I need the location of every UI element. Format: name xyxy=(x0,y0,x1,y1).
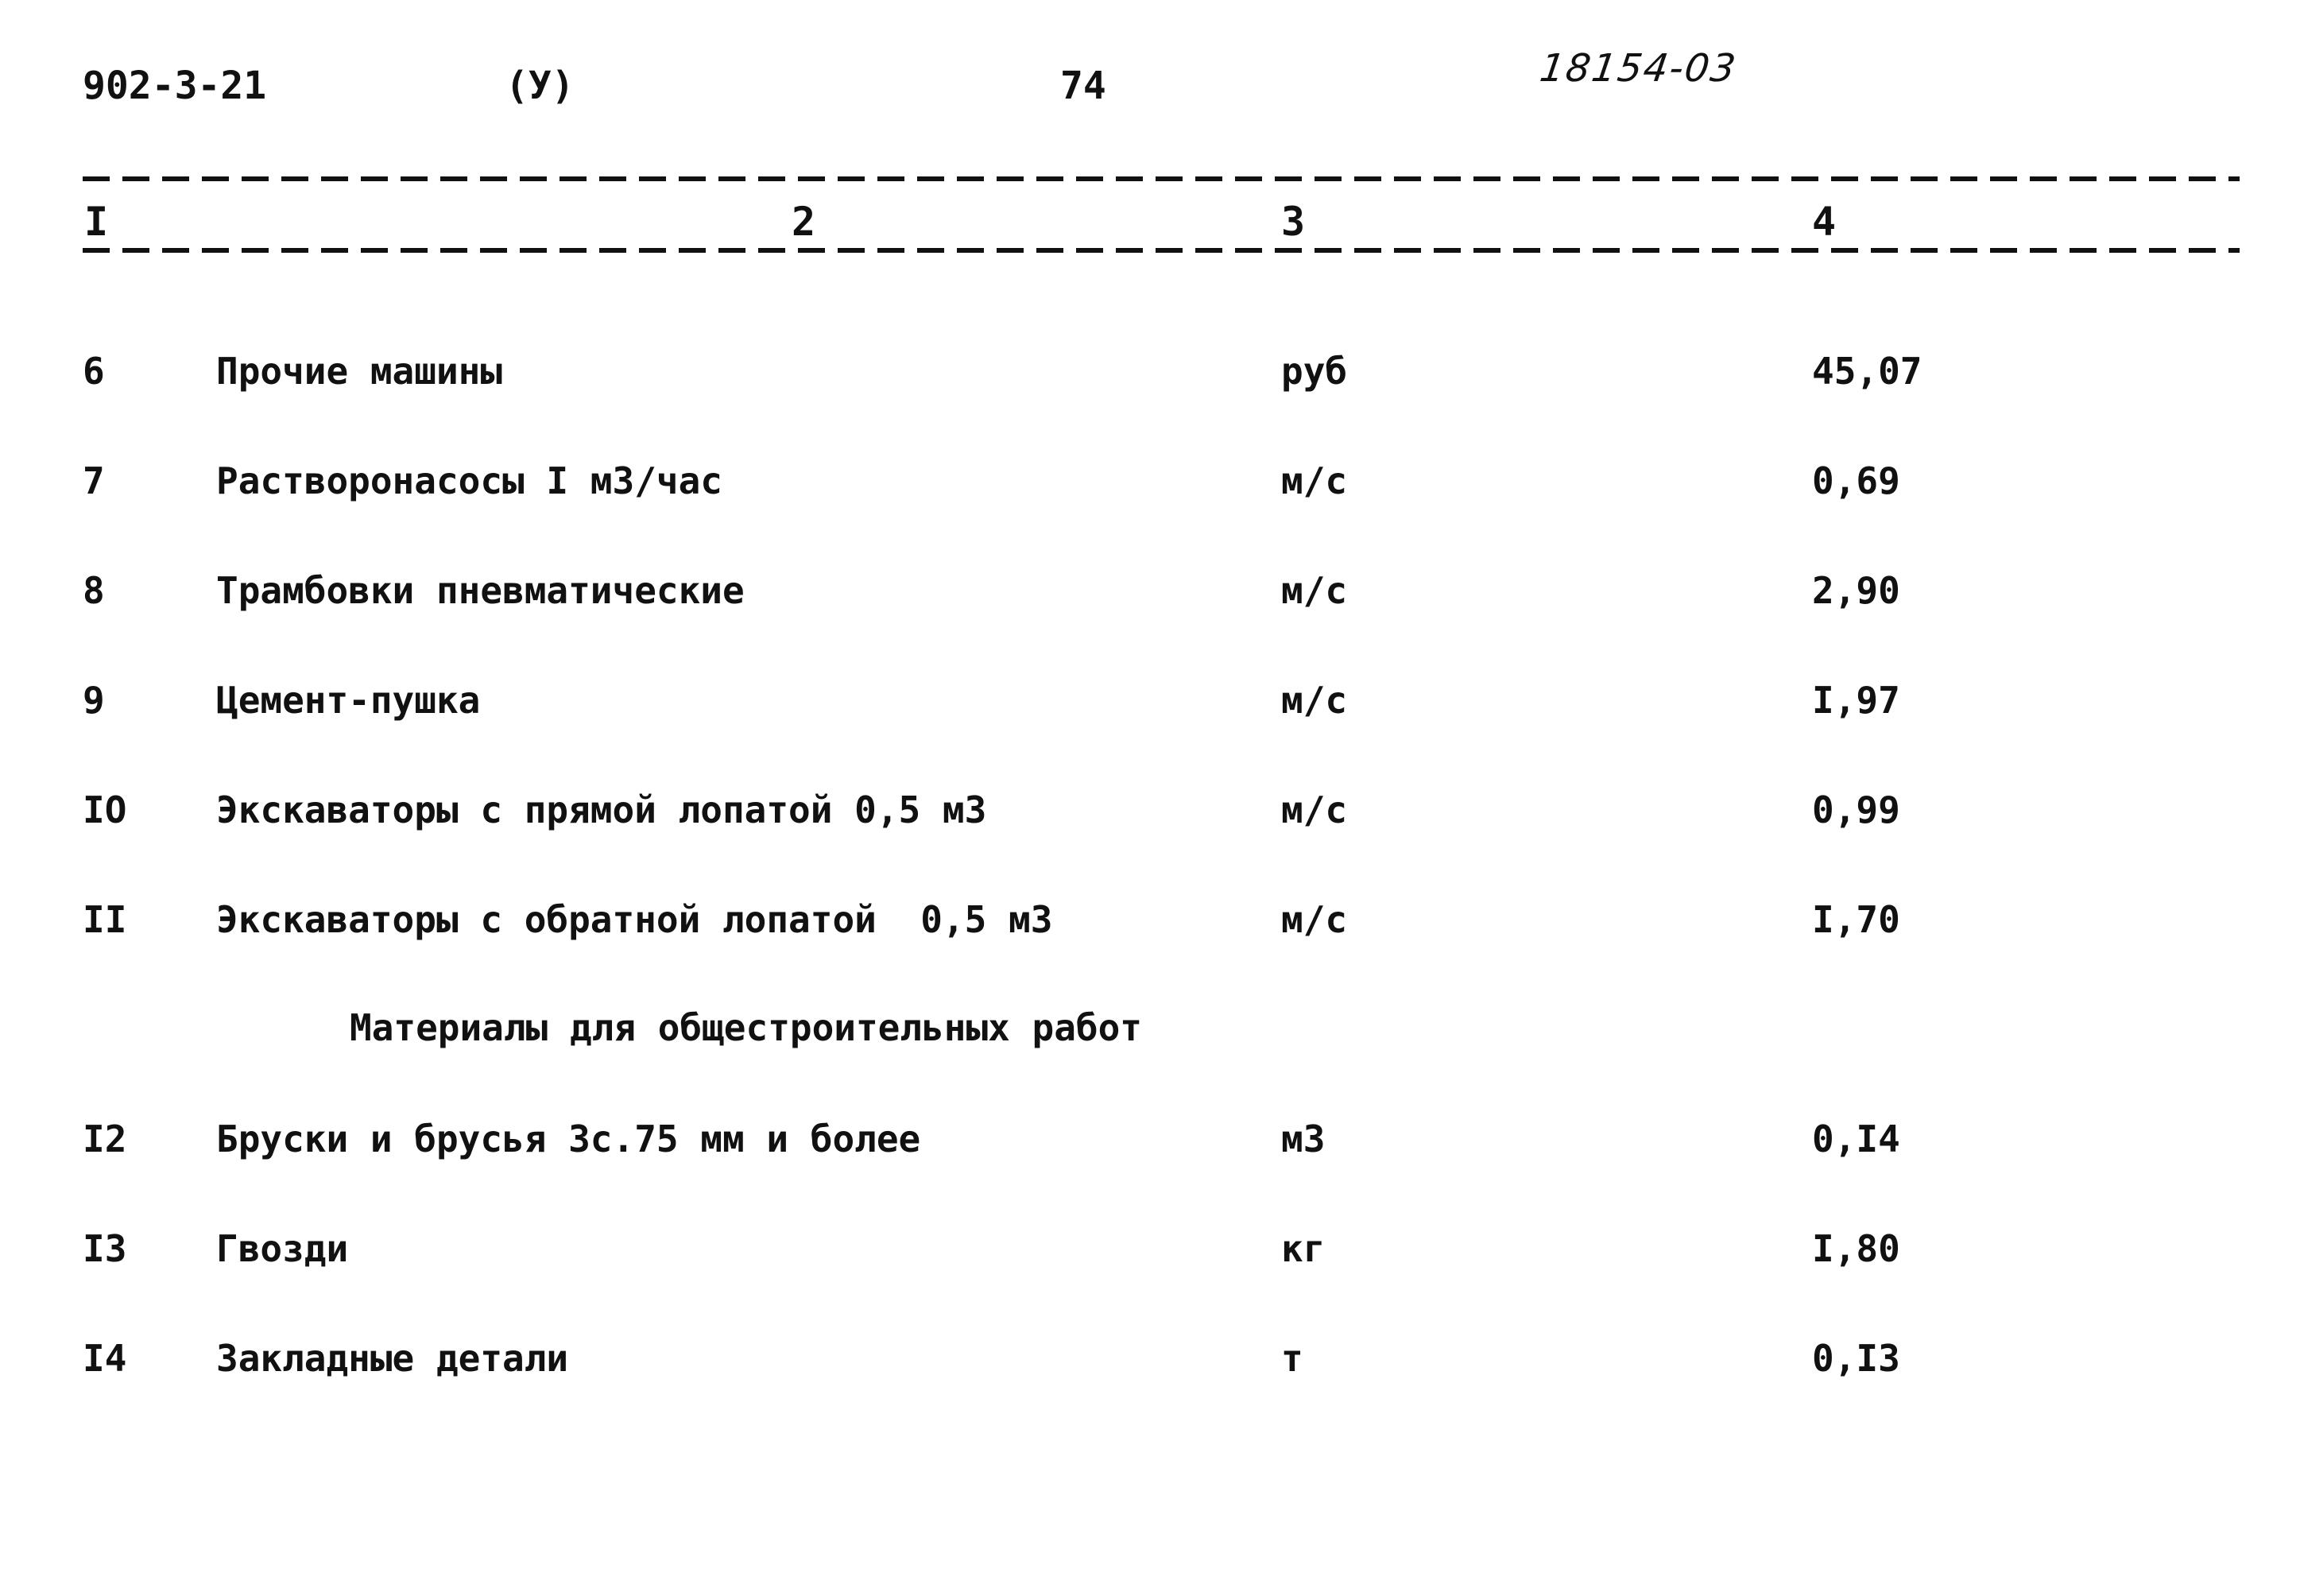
row-number: I3 xyxy=(83,1227,127,1270)
column-number-3: 3 xyxy=(1281,199,1306,245)
row-unit: т xyxy=(1281,1337,1303,1380)
table-row xyxy=(0,459,2300,518)
table-row xyxy=(0,788,2300,847)
table-row xyxy=(0,1337,2300,1396)
row-number: 8 xyxy=(83,569,105,612)
row-value: I,80 xyxy=(1812,1227,1900,1270)
row-number: IO xyxy=(83,788,127,831)
row-name: Гвозди xyxy=(216,1227,349,1270)
row-name: Цемент-пушка xyxy=(216,679,481,722)
row-number: I4 xyxy=(83,1337,127,1380)
row-unit: руб xyxy=(1281,350,1348,393)
row-name: Растворонасосы I м3/час xyxy=(216,459,722,502)
handwritten-doc-number: 18154-03 xyxy=(1537,46,1740,91)
row-name: Прочие машины xyxy=(216,350,503,393)
row-unit: м/с xyxy=(1281,459,1348,502)
row-unit: м/с xyxy=(1281,569,1348,612)
column-number-1: I xyxy=(84,199,109,245)
row-value: I,97 xyxy=(1812,679,1900,722)
row-number: 6 xyxy=(83,350,105,393)
page-number: 74 xyxy=(1060,64,1106,108)
row-name: Трамбовки пневматические xyxy=(216,569,745,612)
row-number: II xyxy=(83,898,127,941)
document-code: 902-3-21 xyxy=(83,64,267,108)
column-number-4: 4 xyxy=(1812,199,1837,245)
document-variant: (У) xyxy=(505,64,575,108)
table-row xyxy=(0,1118,2300,1176)
row-value: 0,I4 xyxy=(1812,1118,1900,1160)
table-header-bottom-rule xyxy=(83,248,2240,253)
table-row xyxy=(0,1227,2300,1286)
column-number-2: 2 xyxy=(792,199,816,245)
row-value: I,70 xyxy=(1812,898,1900,941)
row-name: Закладные детали xyxy=(216,1337,569,1380)
row-name: Бруски и брусья 3с.75 мм и более xyxy=(216,1118,921,1160)
row-value: 2,90 xyxy=(1812,569,1900,612)
row-number: 9 xyxy=(83,679,105,722)
row-value: 0,I3 xyxy=(1812,1337,1900,1380)
table-header-top-rule xyxy=(83,176,2240,181)
row-unit: м/с xyxy=(1281,679,1348,722)
row-value: 45,07 xyxy=(1812,350,1922,393)
row-unit: м/с xyxy=(1281,898,1348,941)
table-row xyxy=(0,679,2300,738)
row-value: 0,99 xyxy=(1812,788,1900,831)
row-value: 0,69 xyxy=(1812,459,1900,502)
row-number: 7 xyxy=(83,459,105,502)
section-title: Материалы для общестроительных работ xyxy=(350,1006,1142,1049)
table-row xyxy=(0,898,2300,957)
row-unit: кг xyxy=(1281,1227,1326,1270)
row-unit: м/с xyxy=(1281,788,1348,831)
row-unit: м3 xyxy=(1281,1118,1326,1160)
row-name: Экскаваторы с обратной лопатой 0,5 м3 xyxy=(216,898,1053,941)
table-row xyxy=(0,569,2300,628)
row-number: I2 xyxy=(83,1118,127,1160)
row-name: Экскаваторы с прямой лопатой 0,5 м3 xyxy=(216,788,987,831)
table-row xyxy=(0,350,2300,409)
